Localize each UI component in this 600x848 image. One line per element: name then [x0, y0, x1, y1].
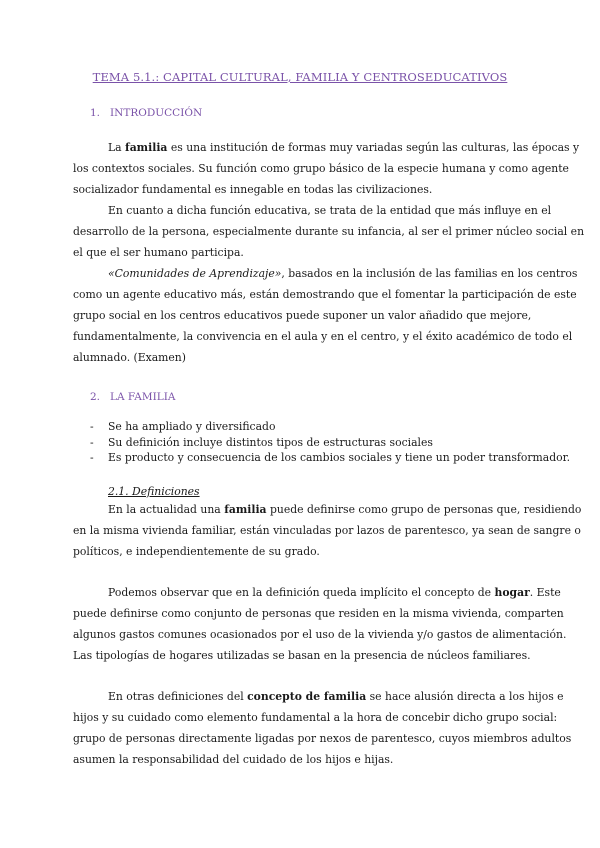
text-line: puede definirse como conjunto de personas que residen en la misma vivienda, comparten: [73, 607, 564, 620]
text-line: grupo de personas directamente ligadas por nexos de parentesco, cuyos miembros adultos: [73, 732, 572, 745]
list-item: - Es producto y consecuencia de los cambios sociales y tiene un poder transformador.: [90, 451, 571, 464]
text-line: desarrollo de la persona, especialmente durante su infancia, al ser el primer núcleo social en: [73, 225, 585, 238]
subsection-heading: 2.1. Definiciones: [108, 485, 200, 498]
text-line: el que el ser humano participa.: [73, 246, 244, 259]
bold-term: familia: [224, 503, 267, 516]
text-line: «Comunidades de Aprendizaje», basados en la inclusión de las familias en los centros: [108, 267, 578, 280]
familia-paragraph-3: [73, 686, 572, 770]
familia-paragraph-2: [73, 582, 567, 666]
bold-term: hogar: [494, 586, 530, 599]
section-heading-introduccion: [90, 107, 202, 119]
section-label: INTRODUCCIÓN: [110, 107, 203, 119]
intro-paragraph-3: [73, 263, 578, 368]
familia-paragraph-1: [73, 499, 582, 562]
text-line: grupo social en los centros educativos puede suponer un valor añadido que mejore,: [73, 309, 532, 322]
text-line: Podemos observar que en la definición queda implícito el concepto de hogar. Este: [108, 586, 561, 599]
section-number: 2.: [90, 391, 101, 403]
text-line: En la actualidad una familia puede definirse como grupo de personas que, residiendo: [108, 503, 582, 516]
page-title: TEMA 5.1.: CAPITAL CULTURAL, FAMILIA Y CENTROSEDUCATIVOS: [92, 70, 508, 84]
text-line: Las tipologías de hogares utilizadas se basan en la presencia de núcleos familiares.: [73, 649, 531, 662]
text-line: en la misma vivienda familiar, están vinculadas por lazos de parentesco, ya sean de sangre o: [73, 524, 581, 537]
section-number: 1.: [90, 107, 101, 119]
familia-bullet-list: [90, 419, 570, 466]
text-line: políticos, e independientemente de su grado.: [73, 545, 320, 558]
bold-term: familia: [125, 141, 168, 154]
text-line: La familia es una institución de formas muy variadas según las culturas, las épocas y: [108, 141, 580, 154]
bold-term: concepto de familia: [247, 690, 367, 703]
text-line: como un agente educativo más, están demostrando que el fomentar la participación de este: [73, 288, 577, 301]
section-heading-familia: [90, 391, 175, 403]
italic-term: «Comunidades de Aprendizaje»: [108, 267, 282, 280]
intro-paragraph-1: [73, 137, 580, 200]
text-line: fundamentalmente, la convivencia en el aula y en el centro, y el éxito académico de todo el: [73, 330, 573, 343]
text-line: los contextos sociales. Su función como grupo básico de la especie humana y como agente: [73, 162, 569, 175]
list-item: - Se ha ampliado y diversificado: [90, 420, 276, 433]
text-line: socializador fundamental es innegable en todas las civilizaciones.: [73, 183, 433, 196]
text-line: En cuanto a dicha función educativa, se trata de la entidad que más influye en el: [108, 204, 552, 217]
text-line: alumnado. (Examen): [73, 351, 186, 364]
intro-paragraph-2: [73, 200, 585, 263]
text-line: hijos y su cuidado como elemento fundamental a la hora de concebir dicho grupo social:: [73, 711, 558, 724]
text-line: asumen la responsabilidad del cuidado de los hijos e hijas.: [73, 753, 394, 766]
text-line: algunos gastos comunes ocasionados por el uso de la vivienda y/o gastos de alimentación.: [73, 628, 567, 641]
list-item: - Su definición incluye distintos tipos de estructuras sociales: [90, 435, 433, 449]
section-label: LA FAMILIA: [110, 391, 176, 403]
text-line: En otras definiciones del concepto de familia se hace alusión directa a los hijos e: [108, 690, 564, 703]
